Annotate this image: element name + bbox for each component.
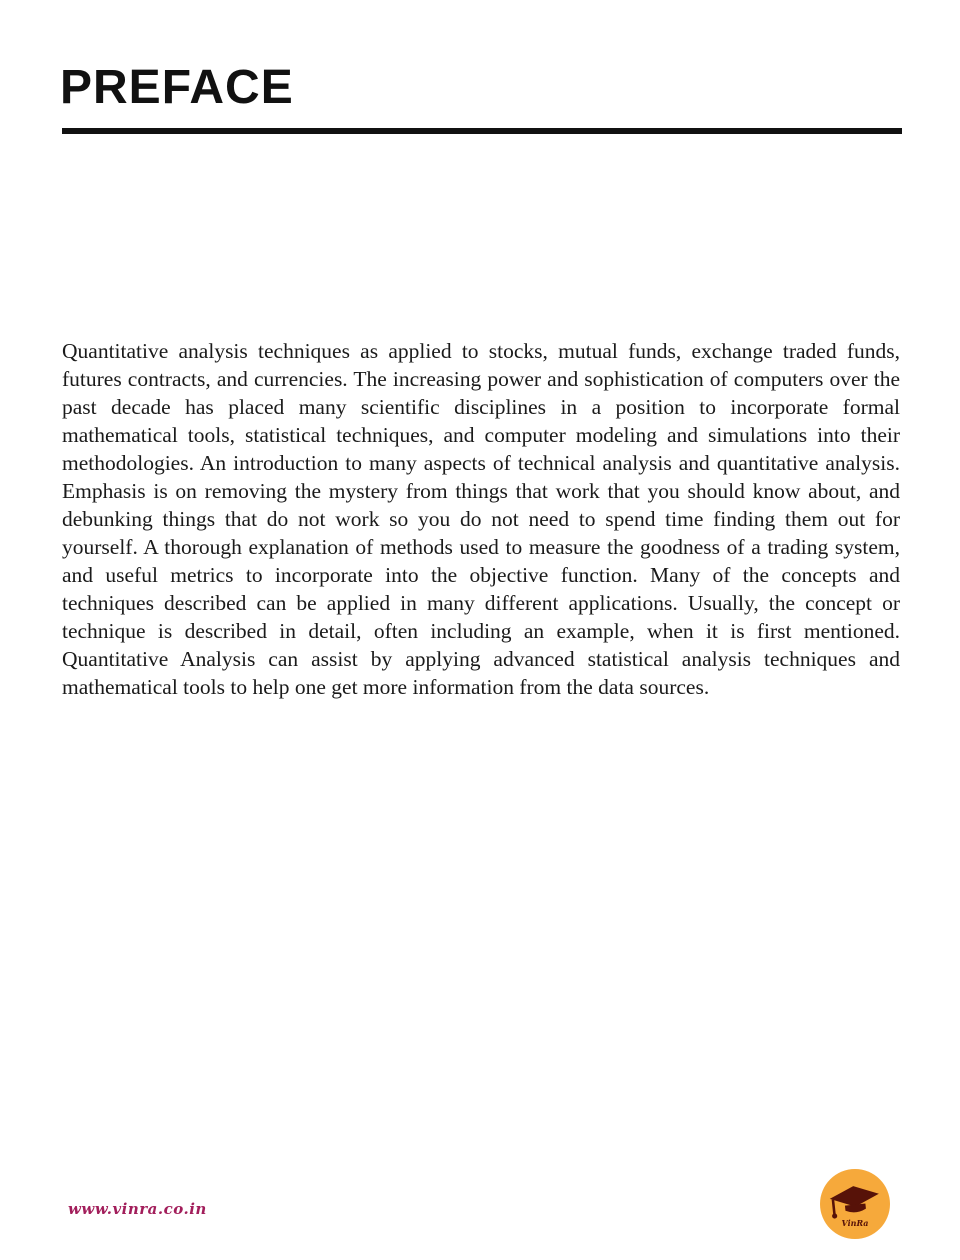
header-divider xyxy=(62,128,902,134)
preface-paragraph: Quantitative analysis techniques as applied to stocks, mutual funds, exchange traded funds, futures contracts, and currencies. The increasing power and sophistication of computers over the past decade has placed many scientific disciplines in a position to incorporate formal mathematical tools, statistical techniques, and computer modeling and simulations into their methodologies. An introduction to many aspects of technical analysis and quantitative analysis. Emphasis is on removing the mystery from things that work that you should know about, and debunking things that do not work so you do not need to spend time finding them out for yourself. A thorough explanation of methods used to measure the goodness of a trading system, and useful metrics to incorporate into the objective function. Many of the concepts and techniques described can be applied in many different applications. Usually, the concept or technique is described in detail, often including an example, when it is first mentioned. Quantitative Analysis can assist by applying advanced statistical analysis techniques and mathematical tools to help one get more information from the data sources. xyxy=(62,339,900,699)
page-title: PREFACE xyxy=(60,61,294,114)
publisher-logo xyxy=(820,1169,890,1239)
logo-text: VinRa xyxy=(841,1217,869,1228)
website-link[interactable]: www.vinra.co.in xyxy=(68,1200,207,1218)
graduation-cap-icon xyxy=(827,1182,882,1223)
